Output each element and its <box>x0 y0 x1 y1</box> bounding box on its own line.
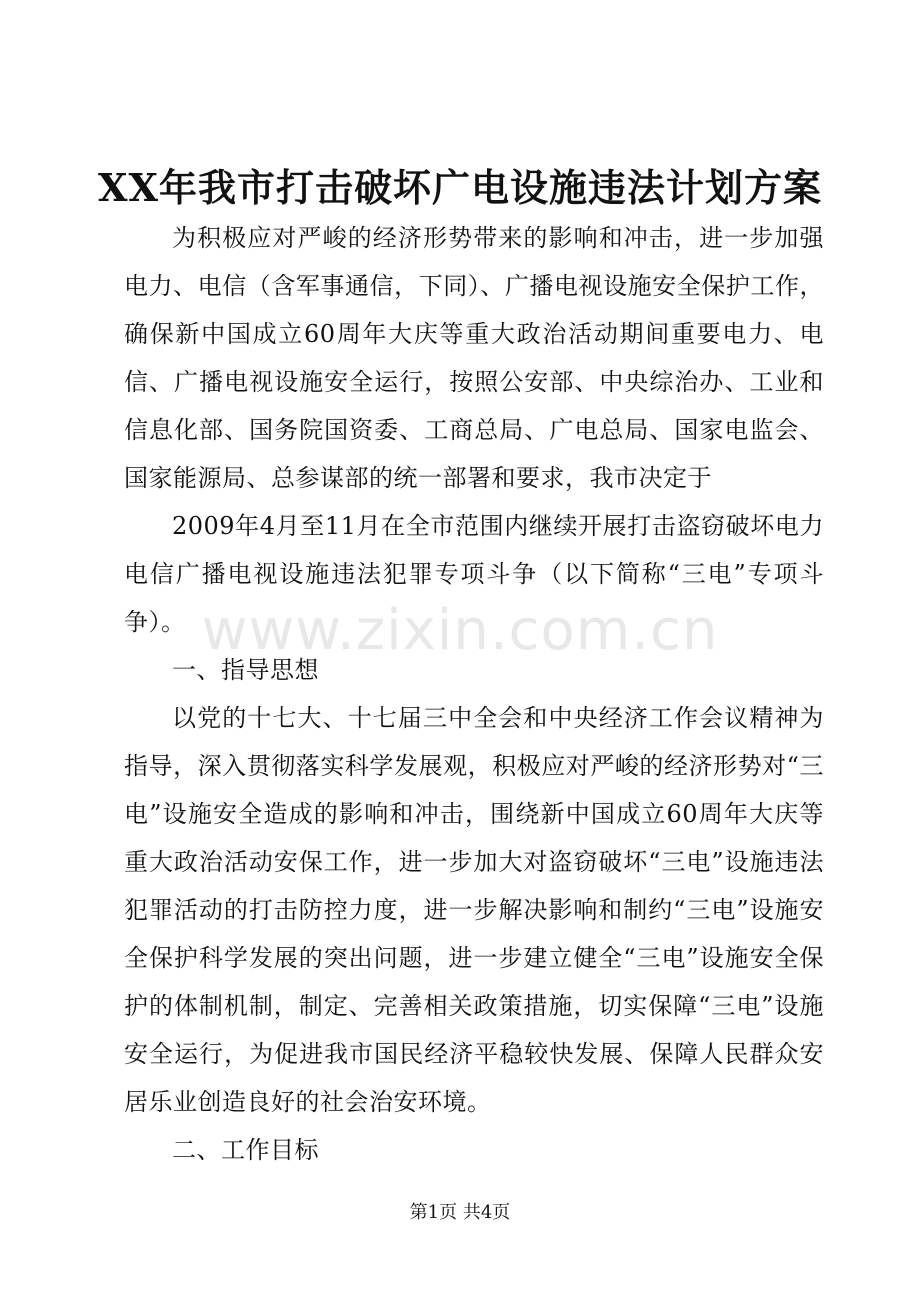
document-title: XX年我市打击破坏广电设施违法计划方案 <box>98 165 822 210</box>
section-paragraph-guiding-ideology: 以党的十七大、十七届三中全会和中央经济工作会议精神为指导，深入贯彻落实科学发展观，积极应对严峻的经济形势对“三电”设施安全造成的影响和冲击，围绕新中国成立60周年大庆等重大政治活动安保工作，进一步加大对盗窃破坏“三电”设施违法犯罪活动的打击防控力度，进一步解决影响和制约“三电”设施安全保护科学发展的突出问题，进一步建立健全“三电”设施安全保护的体制机制，制定、完善相关政策措施，切实保障“三电”设施安全运行，为促进我市国民经济平稳较快发展、保障人民群众安居乐业创造良好的社会治安环境。 <box>124 704 824 1116</box>
watermark-text: www.zixin.com.cn <box>201 598 719 663</box>
intro-paragraph-1: 为积极应对严峻的经济形势带来的影响和冲击，进一步加强电力、电信（含军事通信，下同）、广播电视设施安全保护工作，确保新中国成立60周年大庆等重大政治活动期间重要电力、电信、广播电视设施安全运行，按照公安部、中央综治办、工业和信息化部、国务院国资委、工商总局、广电总局、国家电监会、国家能源局、总参谋部的统一部署和要求，我市决定于 <box>124 224 824 492</box>
document-body <box>124 214 824 1174</box>
page-footer: 第1页 共4页 <box>409 1202 511 1223</box>
section-heading-work-goals: 二、工作目标 <box>172 1136 319 1164</box>
section-heading-guiding-ideology: 一、指导思想 <box>172 656 319 684</box>
intro-paragraph-2: 2009年4月至11月在全市范围内继续开展打击盗窃破坏电力电信广播电视设施违法犯罪专项斗争（以下简称“三电”专项斗争）。 <box>124 512 824 636</box>
